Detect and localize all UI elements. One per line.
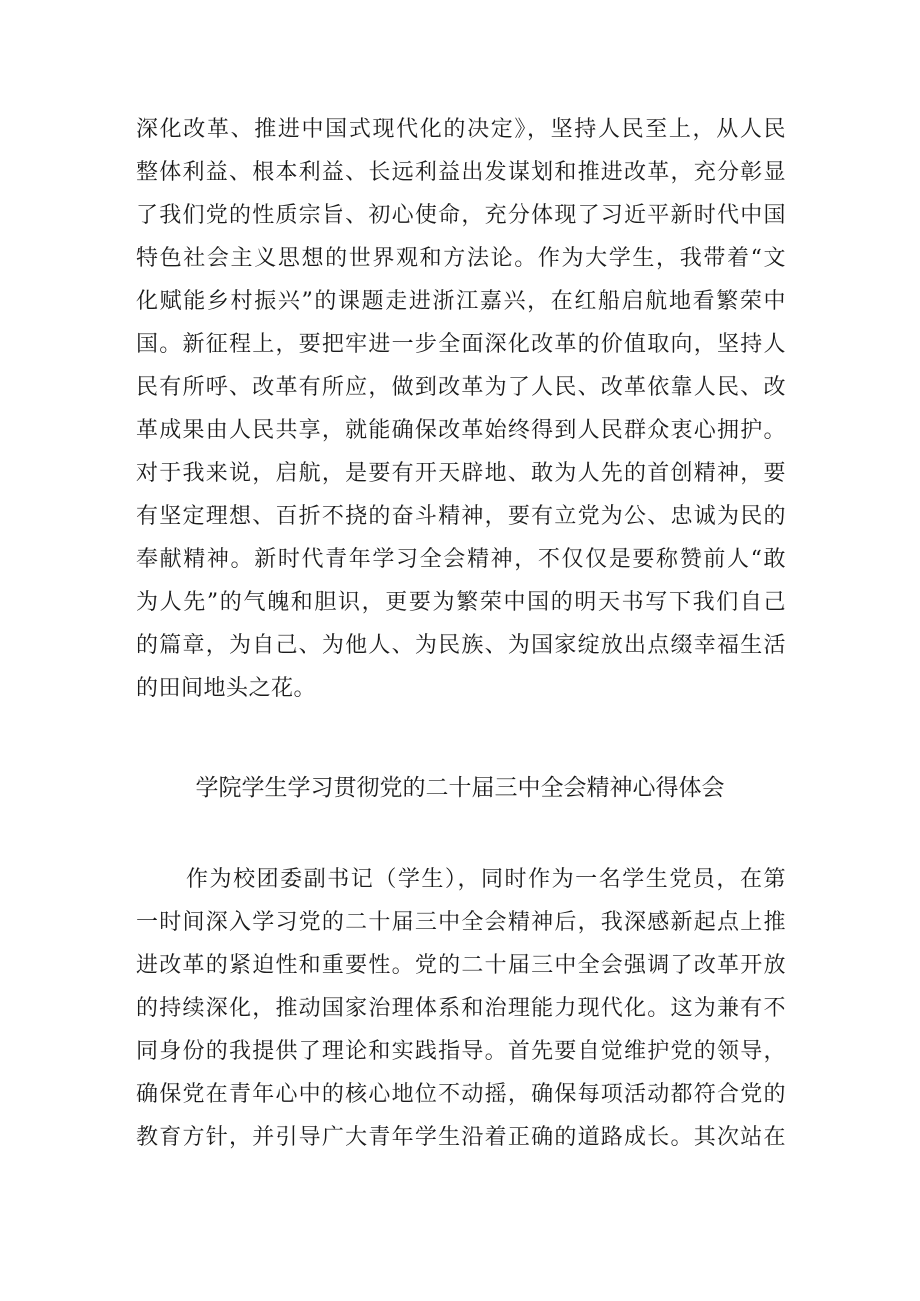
text-line: 的篇章，为自己、为他人、为民族、为国家绽放出点缀幸福生活 (136, 633, 786, 658)
text-line: 民有所呼、改革有所应，做到改革为了人民、改革依靠人民、改 (136, 375, 786, 400)
text-line: 进改革的紧迫性和重要性。党的二十届三中全会强调了改革开放 (136, 953, 786, 978)
text-line: 同身份的我提供了理论和实践指导。首先要自觉维护党的领导， (136, 1039, 786, 1064)
text-line: 特色社会主义思想的世界观和方法论。作为大学生，我带着“文 (136, 246, 786, 271)
text-line: 化赋能乡村振兴”的课题走进浙江嘉兴，在红船启航地看繁荣中 (136, 289, 786, 314)
text-line: 一时间深入学习党的二十届三中全会精神后，我深感新起点上推 (136, 910, 786, 935)
text-line: 了我们党的性质宗旨、初心使命，充分体现了习近平新时代中国 (136, 203, 786, 228)
text-line: 国。新征程上，要把牢进一步全面深化改革的价值取向，坚持人 (136, 332, 786, 357)
text-line: 深化改革、推进中国式现代化的决定》，坚持人民至上，从人民 (136, 117, 786, 142)
text-line: 有坚定理想、百折不挠的奋斗精神，要有立党为公、忠诚为民的 (136, 504, 786, 529)
text-line: 对于我来说，启航，是要有开天辟地、敢为人先的首创精神，要 (136, 461, 786, 486)
section-heading: 学院学生学习贯彻党的二十届三中全会精神心得体会 (195, 775, 725, 801)
text-line: 奉献精神。新时代青年学习全会精神，不仅仅是要称赞前人“敢 (136, 547, 786, 572)
text-line: 确保党在青年心中的核心地位不动摇，确保每项活动都符合党的 (136, 1082, 786, 1107)
text-line: 为人先”的气魄和胆识，更要为繁荣中国的明天书写下我们自己 (136, 590, 786, 615)
text-line: 作为校团委副书记（学生），同时作为一名学生党员，在第 (186, 867, 786, 892)
text-line: 的持续深化，推动国家治理体系和治理能力现代化。这为兼有不 (136, 996, 786, 1021)
text-line: 革成果由人民共享，就能确保改革始终得到人民群众衷心拥护。 (136, 418, 786, 443)
text-line: 教育方针，并引导广大青年学生沿着正确的道路成长。其次站在 (136, 1125, 786, 1150)
text-line: 整体利益、根本利益、长远利益出发谋划和推进改革，充分彰显 (136, 160, 786, 185)
text-line: 的田间地头之花。 (136, 676, 317, 701)
